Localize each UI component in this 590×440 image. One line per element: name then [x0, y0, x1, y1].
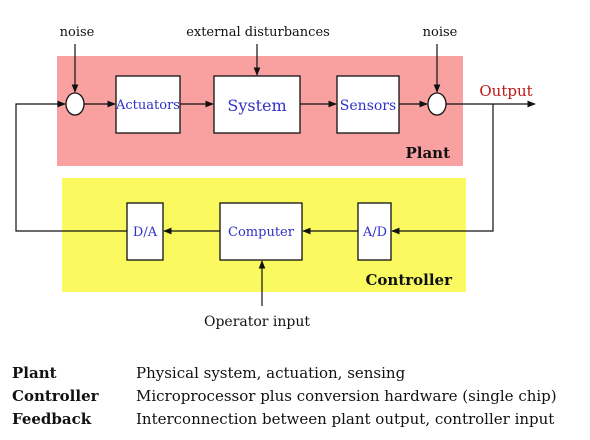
definition-text: Physical system, actuation, sensing	[136, 364, 406, 382]
definition-term: Plant	[12, 364, 57, 382]
definition-row	[0, 410, 590, 432]
plant-label: Plant	[405, 144, 450, 162]
noise-label-left: noise	[59, 25, 95, 40]
definition-row	[0, 364, 590, 386]
da-label: D/A	[132, 225, 158, 240]
external-disturbances-label: external disturbances	[186, 25, 330, 40]
definition-term: Feedback	[12, 410, 92, 428]
ad-label: A/D	[362, 225, 388, 240]
computer-label: Computer	[228, 225, 294, 240]
actuators-label: Actuators	[116, 98, 180, 113]
definition-row	[0, 387, 590, 409]
controller-label: Controller	[365, 271, 452, 289]
noise-junction-right	[428, 93, 446, 115]
definition-text: Microprocessor plus conversion hardware (single chip)	[136, 387, 557, 405]
system-label: System	[227, 96, 287, 115]
noise-label-right: noise	[422, 25, 458, 40]
sensors-label: Sensors	[339, 98, 397, 114]
output-label: Output	[479, 82, 533, 100]
definition-text: Interconnection between plant output, controller input	[136, 410, 555, 428]
noise-junction-left	[66, 93, 84, 115]
operator-input-label: Operator input	[203, 314, 311, 330]
definition-term: Controller	[12, 387, 99, 405]
